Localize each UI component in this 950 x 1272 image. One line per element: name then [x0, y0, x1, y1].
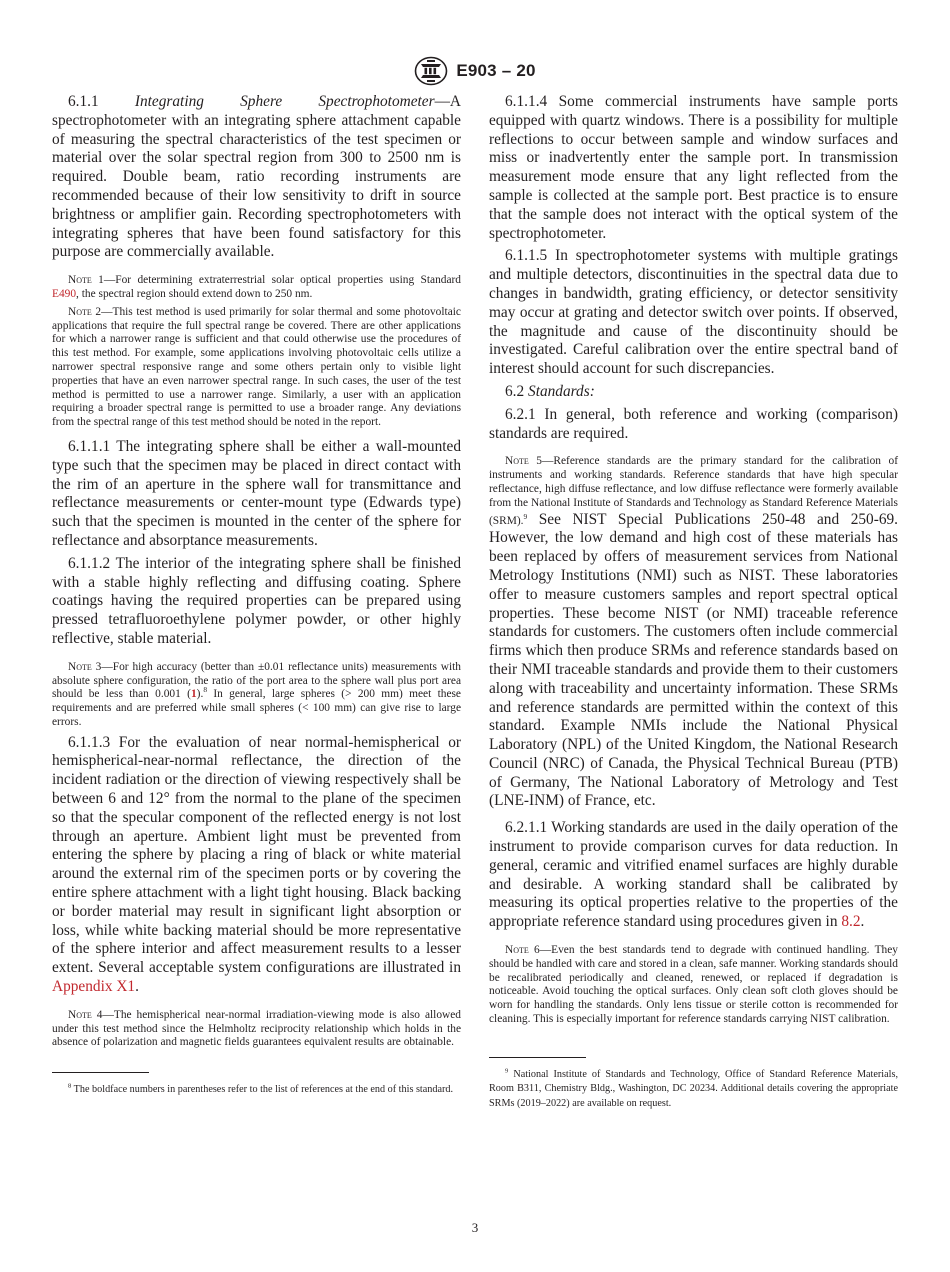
- footnote-8: [52, 1083, 461, 1097]
- note-label: Note 1: [68, 274, 104, 287]
- note-5: [489, 455, 898, 811]
- note-label: Note 2: [68, 305, 102, 318]
- section-text: 6.2.1.1 Working standards are used in the daily operation of the instrument to provide comparison curves for data reduction. In general, ceramic and vitrified enamel surfaces are highly durable and desirable. A working standard shall be calibrated by measuring its optical properties relative to the properties of the appropriate reference standard using procedures given in: [489, 819, 898, 931]
- note-text: —This test method is used primarily for solar thermal and some photovoltaic applications that require the full spectral range be covered. There are other applications for which a narrower range is sufficient and that could otherwise use the procedures of this test method. For example, some applications involving photovoltaic cells utilize a narrower spectral responsive range and some others pertain only to visible light properties that have an even narrower spectral range. In such cases, the user of the test method is permitted to use a narrower range. Similarly, a user with an application requiring a broader spectral range is permitted to use a broader range. Any deviations from the spectral range of this test method should be noted in the report.: [52, 305, 461, 429]
- footnote-number: 8: [68, 1082, 72, 1090]
- page-header: [0, 56, 950, 86]
- note-text: ).: [196, 688, 204, 701]
- section-text: .: [860, 913, 865, 931]
- note-3: [52, 661, 461, 730]
- footnote-9: [489, 1068, 898, 1111]
- note-text: —Even the best standards tend to degrade with continued handling. They should be handled with care and stored in a clean, safe manner. Working standards should be recalibrated periodically and cleaned, renewed, or replaced if degradation is noticeable. Avoid touching the optical surfaces. Only clean soft cloth gloves should be worn for handling the standards. Only lens tissue or sterile cotton is recommended for cleaning. This is especially important for reference standards carrying NIST calibration.: [489, 944, 898, 1026]
- e490-link[interactable]: E490: [52, 287, 77, 300]
- note-1: [52, 274, 461, 302]
- note-text: , the spectral region should extend down to 250 nm.: [76, 287, 313, 300]
- section-6-2-1-1: [489, 819, 898, 932]
- document-designation: E903 – 20: [456, 61, 536, 80]
- astm-logo-icon: [414, 56, 448, 86]
- note-text: —For high accuracy (better than ±0.01 reflectance units) measurements with absolute sphere configuration, the ratio of the port area to the sphere wall plus port area should be less than 0.001 (: [52, 660, 461, 701]
- note-text: —For determining extraterrestrial solar optical properties using Standard: [103, 274, 461, 287]
- section-6-1-1-2: 6.1.1.2 The interior of the integrating sphere shall be finished with a stable highly reflecting and diffusing coating. Sphere coatings having the required properties can be prepared using pressed tetrafluoroethylene polymer powder, or other highly reflective, stable material.: [52, 554, 461, 647]
- note-label: Note 4: [68, 1008, 103, 1021]
- section-6-1-1-3: [52, 734, 461, 997]
- note-6: [489, 944, 898, 1027]
- note-label: Note 6: [505, 944, 540, 957]
- section-6-2-heading: [489, 383, 898, 402]
- note-text: In general, large spheres (> 200 mm) meet these requirements and are preferred while small spheres (< 100 mm) can give rise to large errors.: [52, 688, 461, 728]
- footnote-number: 9: [505, 1067, 509, 1075]
- footnote-text: The boldface numbers in parentheses refer to the list of references at the end of this standard.: [71, 1084, 454, 1096]
- section-title: Integrating Sphere Spectrophotometer: [134, 93, 435, 110]
- section-6-2-1: 6.2.1 In general, both reference and working (comparison) standards are required.: [489, 405, 898, 442]
- section-number: 6.2: [505, 382, 525, 400]
- section-text: .: [135, 978, 139, 996]
- section-6-1-1-4: 6.1.1.4 Some commercial instruments have sample ports equipped with quartz windows. There is a possibility for multiple reflections to occur between sample and window surfaces and miss or inadvertently enter the sample port. In transmission measurement mode ensure that any light reflected from the sample is collected at the sample port. Best practice is to ensure that the sample does not interact with the optical system of the spectrophotometer.: [489, 93, 898, 242]
- reference-1-link[interactable]: 1: [190, 688, 197, 701]
- section-6-1-1-1: 6.1.1.1 The integrating sphere shall be either a wall-mounted type such that the specimen may be placed in direct contact with the rim of an aperture in the sphere wall for transmittance and reflectance measurements or center-mount type (Edwards type) such that the specimen is mounted in the center of the sphere for reflectance and absorptance measurements.: [52, 437, 461, 549]
- footnote-text: National Institute of Standards and Technology, Office of Standard Reference Materials, Room B311, Chemistry Bldg., Washington, DC 20234. Additional details covering the appropriate SRMs (2019–2022) are available on request.: [489, 1068, 898, 1109]
- note-4: [52, 1009, 461, 1050]
- footnote-9-marker[interactable]: 9: [523, 511, 528, 521]
- appendix-x1-link[interactable]: Appendix X1: [52, 978, 136, 996]
- section-title: Standards:: [528, 382, 595, 400]
- section-8-2-link[interactable]: 8.2: [841, 913, 861, 931]
- section-6-1-1-5: 6.1.1.5 In spectrophotometer systems with multiple gratings and multiple detectors, discontinuities in the spectral data due to changes in bandwidth, grating efficiency, or detector sensitivity may occur at grating and detector switch over points. If observed, the magnitude and cause of the discontinuity should be investigated. Careful calibration over the entire spectral band of interest should account for such discrepancies.: [489, 247, 898, 378]
- note-text: —The hemispherical near-normal irradiation-viewing mode is also allowed under this test method since the Helmholtz reciprocity relationship which holds in the absence of polarization and magnetic fields guarantees equivalent results are obtainable.: [52, 1008, 462, 1049]
- section-text: 6.1.1.3 For the evaluation of near normal-hemispherical or hemispherical-near-normal reflectance, the direction of the incident radiation or the direction of viewing respectively shall be between 6 and 12° from the normal to the plane of the specimen so that the specular component of the reflected energy is not lost through an aperture. Ambient light must be prevented from entering the sphere by placing a ring of black or white material around the external rim of the specimen ports or by covering the entire sphere attachment with a light tight housing. Black backing or border material may result in significant light absorption or loss, while white backing material should be more representative of the sphere interior and affect measurement results to a lesser extent. Several acceptable system configurations are illustrated in: [52, 733, 461, 977]
- note-label: Note 5: [505, 455, 542, 468]
- note-text-large: See NIST Special Publications 250-48 and 250-69. However, the low demand and high cost of these materials has been replaced by offers of measurement services from National Metrology Institutions (NMI) such as NIST. These laboratories offer to measure customers samples and report spectral optical properties. These become NIST (or NMI) traceable reference standards for customers. The customers often include commercial firms which then produce SRMs and reference standards based on their NMI traceable standards and provide them to their customers along with traceability and uncertainty information. These SRMs and reference standards are permitted within the context of this standard. Example NMIs include the National Physical Laboratory (NPL) of the United Kingdom, the National Research Council (NRC) of Canada, the Physical Technical Bureau (PTB) of Germany, The National Laboratory of Metrology and Test (LNE-INM) of France, etc.: [489, 510, 898, 810]
- footnote-8-marker[interactable]: 8: [203, 685, 208, 695]
- right-column: [489, 93, 898, 1111]
- left-column: [52, 93, 461, 1098]
- section-6-1-1: [52, 93, 461, 262]
- page-number: 3: [471, 1220, 479, 1235]
- note-label: Note 3: [68, 660, 102, 673]
- note-2: [52, 306, 461, 430]
- note-text: —Reference standards are the primary standard for the calibration of instruments and working standards. Reference standards that have high specular reflectance, high diffuse reflectance, and low diffuse reflectance were formerly available from the National Institute of Standards and Technology as Standard Reference Materials (SRM).: [489, 455, 898, 527]
- section-number: 6.1.1: [68, 93, 99, 110]
- section-text: —A spectrophotometer with an integrating sphere attachment capable of measuring the spectral characteristics of the test specimen or material over the solar spectral region from 300 to 2500 nm is required. Double beam, ratio recording instruments are recommended because of their low sensitivity to drift in source brightness or amplifier gain. Recording spectrophotometers with integrating spheres that have been found satisfactory for this purpose are commercially available.: [52, 93, 461, 261]
